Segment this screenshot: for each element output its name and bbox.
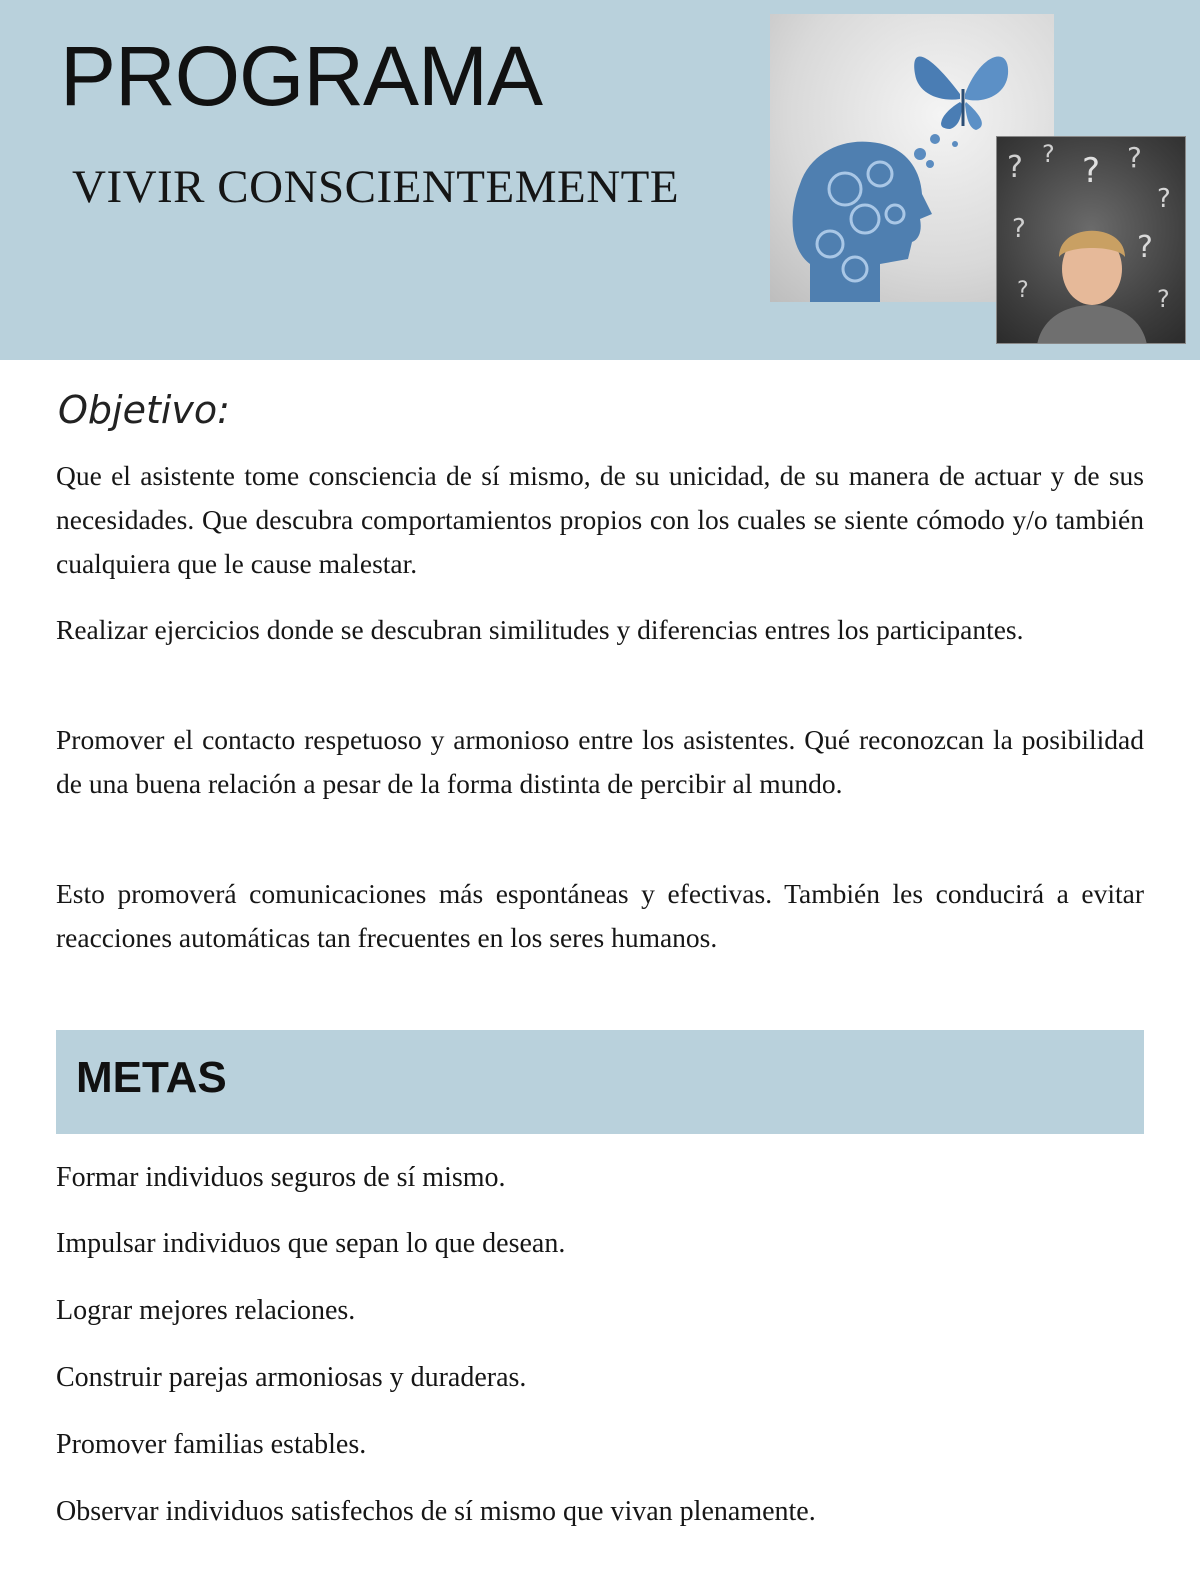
svg-text:?: ? [1017, 278, 1029, 303]
boy-question-marks-icon [996, 136, 1186, 344]
svg-text:?: ? [1007, 150, 1023, 185]
meta-item: Construir parejas armoniosas y duraderas. [56, 1362, 527, 1393]
svg-text:?: ? [1157, 184, 1171, 214]
svg-text:?: ? [1082, 151, 1101, 191]
meta-item: Lograr mejores relaciones. [56, 1295, 356, 1326]
svg-text:?: ? [1012, 214, 1026, 244]
header-banner [0, 0, 1200, 360]
metas-heading: METAS [76, 1053, 227, 1102]
meta-item: Impulsar individuos que sepan lo que desean. [56, 1228, 566, 1259]
page-title: PROGRAMA [60, 29, 543, 123]
page-subtitle: VIVIR CONSCIENTEMENTE [72, 161, 680, 213]
objective-paragraph: Esto promoverá comunicaciones más espontáneas y efectivas. También les conducirá a evitar reacciones automáticas tan frecuentes en los seres humanos. [56, 878, 1144, 953]
objective-paragraph: Que el asistente tome consciencia de sí mismo, de su unicidad, de su manera de actuar y de sus necesidades. Que descubra comportamientos propios con los cuales se siente cómodo y/o también cualquiera que le cause malestar. [56, 460, 1144, 579]
objective-paragraph: Promover el contacto respetuoso y armonioso entre los asistentes. Qué reconozcan la posibilidad de una buena relación a pesar de la forma distinta de percibir al mundo. [56, 724, 1144, 799]
objective-paragraph: Realizar ejercicios donde se descubran similitudes y diferencias entres los participantes. [56, 614, 1024, 645]
svg-text:?: ? [1157, 285, 1170, 313]
svg-text:?: ? [1042, 140, 1055, 168]
meta-item: Observar individuos satisfechos de sí mismo que vivan plenamente. [56, 1496, 816, 1527]
objective-heading: Objetivo: [58, 388, 230, 432]
meta-item: Formar individuos seguros de sí mismo. [56, 1162, 506, 1193]
metas-section-bar [56, 1030, 1144, 1134]
svg-text:?: ? [1127, 141, 1142, 174]
meta-item: Promover familias estables. [56, 1429, 367, 1460]
svg-text:?: ? [1137, 230, 1153, 265]
